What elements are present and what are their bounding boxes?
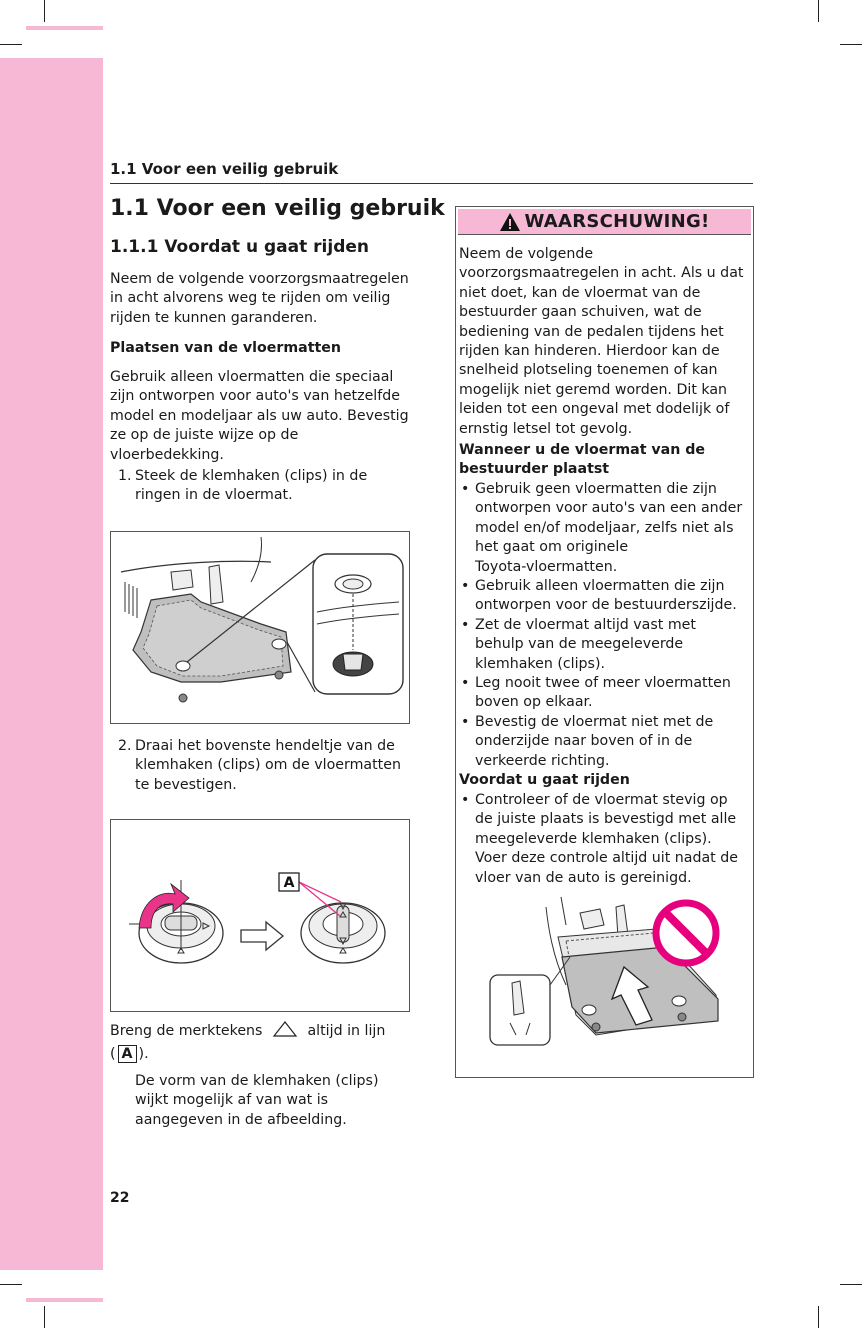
step1-number: 1. xyxy=(118,468,132,484)
list-item xyxy=(459,480,751,577)
list-line: • Bevestig de vloermat niet met de xyxy=(475,713,714,730)
list-line: • Gebruik alleen vloermatten die zijn xyxy=(475,578,725,595)
list-line: meegeleverde klemhaken (clips). xyxy=(475,830,712,847)
note-line: wijkt mogelijk af van wat is xyxy=(135,1092,329,1109)
align-line-1 xyxy=(110,1020,420,1041)
clip-rotation-illustration xyxy=(111,820,409,1011)
warning-triangle-icon xyxy=(499,212,521,232)
warning-line: ernstig letsel tot gevolg. xyxy=(459,420,633,437)
list-line: de juiste plaats is bevestigd met alle xyxy=(475,811,737,828)
floor-mat-illustration xyxy=(111,532,409,723)
warning-line: snelheid plotseling toenemen of kan xyxy=(459,362,718,379)
list-line: • Controleer of de vloermat stevig op xyxy=(475,792,728,808)
list-line: klemhaken (clips). xyxy=(475,655,605,672)
list-line: boven op elkaar. xyxy=(475,694,593,711)
list-line: • Zet de vloermat altijd vast met xyxy=(475,616,696,633)
pink-tick-top xyxy=(26,26,103,30)
list-line: ontworpen voor auto's van een ander xyxy=(475,500,743,517)
section1-title-line: Wanneer u de vloermat van de xyxy=(459,442,706,458)
page-number: 22 xyxy=(110,1190,130,1206)
step1-line: ringen in de vloermat. xyxy=(135,487,293,504)
mats-line: model en modeljaar als uw auto. Bevestig xyxy=(110,407,409,424)
crop-mark xyxy=(840,1284,862,1285)
warning-line: niet doet, kan de vloermat van de xyxy=(459,284,701,301)
note-line: De vorm van de klemhaken (clips) xyxy=(135,1073,379,1089)
list-line: ontworpen voor de bestuurderszijde. xyxy=(475,597,737,614)
align-text-after: altijd in lijn xyxy=(307,1023,386,1039)
mats-paragraph xyxy=(110,368,420,465)
list-line: model en/of modeljaar, zelfs niet als xyxy=(475,519,734,536)
figure-clip-rotation xyxy=(110,819,410,1012)
section1-title-line: bestuurder plaatst xyxy=(459,461,610,478)
align-line-2 xyxy=(110,1045,420,1064)
list-line: verkeerde richting. xyxy=(475,752,610,769)
align-text-before: Breng de merktekens xyxy=(110,1023,263,1039)
warning-line: leiden tot een ongeval met dodelijk of xyxy=(459,401,730,418)
list-line: vloer van de auto is gereinigd. xyxy=(475,869,692,886)
note-line: aangegeven in de afbeelding. xyxy=(135,1111,347,1128)
list-line: behulp van de meegeleverde xyxy=(475,636,684,653)
step2-line: Draai het bovenste hendeltje van de xyxy=(135,738,395,754)
pink-tick-bottom xyxy=(26,1298,103,1302)
page-title: 1.1 Voor een veilig gebruik xyxy=(110,196,445,221)
mats-line: Gebruik alleen vloermatten die speciaal xyxy=(110,369,394,385)
header-rule xyxy=(110,183,753,184)
mats-line: vloerbedekking. xyxy=(110,446,224,463)
intro-paragraph xyxy=(110,270,420,328)
list-line: • Leg nooit twee of meer vloermatten xyxy=(475,675,731,692)
intro-line: Neem de volgende voorzorgsmaatregelen xyxy=(110,271,409,287)
align-paragraph xyxy=(110,1020,420,1065)
figure-label-a: A xyxy=(283,875,295,891)
warning-section1-title xyxy=(459,441,751,480)
mats-line: zijn ontworpen voor auto's van hetzelfde xyxy=(110,388,400,405)
mats-heading: Plaatsen van de vloermatten xyxy=(110,340,341,356)
warning-section2-list xyxy=(459,791,751,888)
warning-line: bediening van de pedalen tijdens het xyxy=(459,323,724,340)
crop-mark xyxy=(44,1306,45,1328)
step2-text xyxy=(135,737,415,795)
step2-line: klemhaken (clips) om de vloermatten xyxy=(135,757,401,774)
list-line: • Gebruik geen vloermatten die zijn xyxy=(475,481,717,497)
intro-line: in acht alvorens weg te rijden om veilig xyxy=(110,290,391,307)
list-item xyxy=(459,616,751,674)
list-item xyxy=(459,674,751,713)
warning-line: rijden kan hinderen. Hierdoor kan de xyxy=(459,343,720,360)
chapter-side-band xyxy=(0,58,103,1270)
crop-mark xyxy=(44,0,45,22)
warning-line: mogelijk niet geremd worden. Dit kan xyxy=(459,381,728,398)
warning-section1-list xyxy=(459,480,751,771)
warning-header xyxy=(458,209,751,235)
warning-title: WAARSCHUWING! xyxy=(524,211,710,232)
step1-text xyxy=(135,467,415,506)
label-a-box: A xyxy=(118,1045,137,1063)
section-subtitle: 1.1.1 Voordat u gaat rijden xyxy=(110,237,369,257)
step2-number: 2. xyxy=(118,738,132,754)
prohibited-double-mat-illustration xyxy=(486,895,722,1047)
step1-line: Steek de klemhaken (clips) in de xyxy=(135,468,368,484)
mats-line: ze op de juiste wijze op de xyxy=(110,427,299,444)
warning-section2-title: Voordat u gaat rijden xyxy=(459,772,630,788)
running-header: 1.1 Voor een veilig gebruik xyxy=(110,160,339,178)
intro-line: rijden te kunnen garanderen. xyxy=(110,309,318,326)
warning-line: voorzorgsmaatregelen in acht. Als u dat xyxy=(459,265,744,282)
align-paren-close: ). xyxy=(138,1046,149,1063)
crop-mark xyxy=(840,44,862,45)
triangle-mark-icon xyxy=(271,1020,299,1038)
crop-mark xyxy=(0,44,22,45)
warning-intro xyxy=(459,245,751,439)
list-item xyxy=(459,713,751,771)
warning-box xyxy=(455,206,754,1078)
list-line: onderzijde naar boven of in de xyxy=(475,733,693,750)
list-item xyxy=(459,791,751,888)
crop-mark xyxy=(818,0,819,22)
list-item xyxy=(459,577,751,616)
align-paren-open: ( xyxy=(110,1046,116,1063)
crop-mark xyxy=(818,1306,819,1328)
warning-line: bestuurder gaan schuiven, wat de xyxy=(459,304,702,321)
crop-mark xyxy=(0,1284,22,1285)
figure-floor-mat-clips xyxy=(110,531,410,724)
list-line: Voer deze controle altijd uit nadat de xyxy=(475,850,738,867)
step2-line: te bevestigen. xyxy=(135,776,237,793)
list-line: Toyota-vloermatten. xyxy=(475,558,618,575)
warning-line: Neem de volgende xyxy=(459,246,594,262)
list-line: het gaat om originele xyxy=(475,539,629,556)
note-paragraph xyxy=(135,1072,415,1130)
